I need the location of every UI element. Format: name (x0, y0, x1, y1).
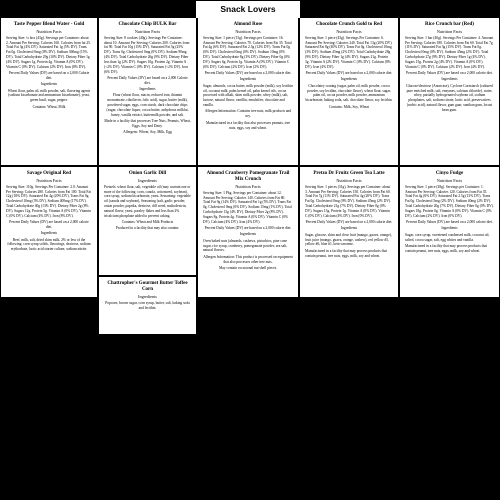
card-line: Allergen Information: Contains tree nuts, milk products and soy. (204, 109, 292, 119)
product-card-chocolate-chip (99, 18, 196, 165)
card-line: Serving Size: 1 piece (45g). Servings Per Container: 6. Amount Per Serving: Calories 240. Total Fat 13g (20% DV). Saturated Fat 8g (40% DV). Trans Fat 0g. Cholesterol 10mg (3% DV). Sodium 45mg (2% DV). Total Carbohydrate 28g (9% DV). Dietary Fiber 1g (4% DV). Sugars 21g. Protein 3g. Vitamin A (2% DV). Vitamin C (0% DV). Calcium (8% DV). Iron (4% DV). (305, 35, 393, 69)
card-line: Percent Daily Values (DV) are based on a 2,000 Calorie diet. (107, 75, 188, 85)
card-title: Chattropher's Gourmet Butter Toffee Corn (107, 281, 188, 292)
card-line: Manufactured in a facility that also processes peanuts, tree nuts, eggs, soy and wheat. (205, 120, 291, 130)
card-subtitle: Nutrition Facts (36, 178, 62, 183)
card-subtitle: Nutrition Facts (36, 29, 62, 34)
card-line: Wheat flour, palm oil, milk powder, salt, flavoring agents (sodium bicarbonate and ammonium bicarbonate), yeast, green basil, sugar, pepper. (7, 88, 91, 103)
card-line: Oven baked nuts (almonds, cashews, pistachios, pine cone sugar, rice syrup, cranberry, pomegranate powder, sea salt, natural flavors. (203, 238, 288, 253)
card-title: Cinyo Fudge (435, 171, 464, 176)
card-line: Ingredients (239, 77, 257, 82)
product-card-green-tea-latte (300, 167, 398, 297)
product-card-onion-garlic-dill (99, 167, 196, 275)
card-line: Manufactured in a facility that may process products that contain peanut, tree nuts, eggs, milk, soy and wheat. (405, 243, 488, 253)
card-line: Serving Size: 1 bar (40g). Servings Per Container: 4. Amount Per Serving: Calories 180. Calories from Fat 60. Total Fat 7g (11% DV). Saturated Fat 3g (15% DV). Trans Fat 0g. Cholesterol 0mg (0% DV). Sodium 45mg (2% DV). Total Carbohydrate 27g (9% DV). Dietary Fiber 1g (4% DV). Sugars 15g. Protein 2g (4% DV). Vitamin A (0% DV). Vitamin C (0% DV). Calcium (2% DV). Iron (4% DV). (405, 35, 494, 69)
product-card-trail-mix (198, 167, 298, 297)
card-line: Sugar, almonds, cocoa butter, milk powder (milk), soy lecithin oil, coconut milk, palm kernel oil, palm kernel oils, cocoa processed with alkali, skim milk powder, whey (milk), salt, lactose, natural flavor, vanillin, emulsifier, chocolate and vanilla. (203, 83, 293, 108)
card-line: Produced in a facility that may also contain: (115, 226, 180, 231)
card-line: Manufactured in a facility that may process products that contain peanut, tree nuts, eggs, milk, soy and wheat. (305, 248, 388, 258)
card-subtitle: Ingredients (138, 178, 157, 183)
card-line: Ingredients (340, 226, 358, 231)
card-line: Made in a facility that processes Tree Nuts, Peanuts, Wheat, Eggs, Soy and Dairy. (104, 119, 191, 129)
card-title: Savage Original Red (26, 171, 72, 176)
card-line: Serving Size: 110g. Servings Per Container: 2.0. Amount Per Serving: Calories 280. Calories from Fat 100. Total Fat 12g (18% DV). Saturated Fat 4g (20% DV). Trans Fat 0g. Cholesterol 10mg (3% DV). Sodium 400mg (17% DV). Total Carbohydrate 40g (13% DV). Dietary Fiber 2g (8% DV). Sugars 12g. Protein 5g. Vitamin A (0% DV). Vitamin C (0% DV). Calcium (4% DV). Iron (8% DV). (6, 184, 92, 218)
card-title: Chocolate Chip BULK Bar (118, 22, 177, 27)
card-line: Ingredients (40, 231, 58, 236)
card-line: May contain occasional nut shell pieces. (218, 265, 278, 270)
card-subtitle: Nutrition Facts (134, 29, 161, 34)
card-line: Contains: Milk, Soy, Wheat (329, 104, 369, 109)
card-line: Percent Daily Values (DV) are based on a 2,000 calorie diet. (204, 71, 292, 76)
card-line: Ingredients (441, 226, 458, 231)
card-title: Almond Rose (233, 22, 263, 27)
product-card-almond-rose (198, 18, 298, 165)
card-line: Pretzels: wheat flour, salt, vegetable oil (may contain one or more of the following: corn, canola, cottonseed, soybean), corn syrup, sodium bicarbonate, yeast. Seasoning: vegetable oil (canola and soybean), Seasoning (salt, garlic powder, onion powder, paprika, dextrose, dill weed, maltodextrin, natural flavor, yeast, parsley flakes and less than 2% tricalcium phosphate added to prevent caking. (104, 184, 191, 218)
card-line: Percent Daily Values (DV) are based on a 2,000 calorie diet. (305, 71, 393, 76)
card-subtitle: Nutrition Facts (336, 29, 362, 34)
card-line: Ingredients (340, 77, 358, 82)
product-card-fudge (400, 167, 499, 297)
card-subtitle: Ingredients (138, 294, 157, 299)
card-line: Serving Size: 8 cookies (40g). Servings Per Container: about 10. Amount Per Serving: Calories 200. Calories from fat 90. Total Fat 10g (15% DV). Saturated Fat 5g (25% DV). Trans 0g. Cholesterol 0mg (0% DV). Sodium 90mg (4% DV). Total Carbohydrate 26g (9% DV). Dietary Fiber less than 1g (2% DV). Sugars 10g. Protein 2g. Vitamin A (<2% DV). Vitamin C (0% DV). Calcium (<2% DV). Iron (6% DV). (104, 35, 190, 74)
card-subtitle: Nutrition Facts (235, 184, 261, 189)
card-line: Flour (wheat flour, niacin, reduced iron, thiamin mononitrate, riboflavin, folic acid), sugar, butter (milk), powdered sugar, eggs, corn starch, dark chocolate chips (sugar, chocolate liquor, cocoa butter, anhydrous milkfat, honey, vanilla extract, buttermilk powder, and salt. (106, 93, 189, 117)
card-line: Popcorn, brown sugar, corn syrup, butter, salt, baking soda and lecithin. (105, 300, 190, 310)
card-line: Allergen Information: This product is processed on equipment that also processes other tree nuts. (203, 254, 293, 264)
card-subtitle: Nutrition Facts (436, 29, 463, 34)
card-title: Almond Cranberry Pomegranate Trail Mix Crunch (206, 171, 290, 182)
card-subtitle: Nutrition Facts (235, 29, 261, 34)
card-title: Chocolate Crunch Gold to Red (315, 22, 383, 27)
card-line: Serving Size: 1 piece (28g). Servings per Container: 1. Amount Per Serving: Calories 120. Calories from Fat 35. Total Fat 4g (6% DV). Saturated Fat 2.5g (13% DV). Trans Fat 0g. Cholesterol 5mg (2% DV). Sodium 40mg (2% DV). Total Carbohydrate 20g (7% DV). Dietary Fiber 0g (0% DV). Sugars 18g. Protein 0g. Vitamin A (0% DV). Vitamin C (0% DV). Calcium (2% DV). Iron (0% DV). (405, 184, 494, 218)
card-line: Ingredients (441, 77, 458, 82)
product-card-taste-pepper (1, 18, 97, 165)
card-line: Contains: Wheat and Milk Products (121, 220, 174, 225)
card-line: Percent Daily Values (DV) are based on a 2,000 calorie diet. (9, 220, 89, 229)
card-line: Serving Size: 1 piece (15g). Servings per Container: 16. Amount Per Serving: Calories 70. Calories from Fat 35. Total Fat 4g (6% DV). Saturated Fat 2.5g (12% DV). Trans Fat 0g (0% DV). Cholesterol 0mg (0% DV). Sodium 10mg (0% DV). Total Carbohydrate 8g (3% DV). Dietary Fiber 0g (0% DV). Sugars 6g. Protein 1g. Vitamin A (0% DV). Vitamin C (0% DV). Calcium (2% DV). Iron (2% DV). (203, 35, 292, 69)
card-line: Percent Daily Values (DV) are based on a 2,000 calorie diet. (406, 71, 493, 76)
card-line: Sugar, glucose, skim and clear fruit (mango, guava, orange), fruit juice (mango, guava, orange, cashew), red yellow #5, yellow #6, blue #1, beta-carotene. (305, 232, 392, 247)
card-line: Serving Size: 1 Pkg. Servings per Container: about 12. Amount Per Serving: Calories 140. Calories from Fat 80. Total Fat 9g (14% DV). Saturated Fat 1g (5% DV). Trans Fat 0g. Cholesterol 0mg (0% DV). Sodium 15mg (1% DV). Total Carbohydrate 13g (4% DV). Dietary Fiber 2g (8% DV). Sugars 8g. Protein 4g. Vitamin A (0% DV). Vitamin C (0% DV). Calcium (4% DV). Iron (4% DV). (203, 190, 292, 224)
card-line: Chocolatey coating (sugar, palm oil, milk powder, cocoa powder, soy lecithin, chocolate flavor), wheat flour, sugar, palm oil, cocoa powder, milk powder, ammonium bicarbonate, baking soda, salt, chocolate flavor, soy lecithin. (305, 83, 393, 103)
card-title: Taste Pepper Blend Water - Gold (13, 22, 85, 27)
card-line: Sugar, corn syrup, sweetened condensed milk, coconut oil, salted, cocoa sugar, salt, egg whites and vanilla. (405, 232, 490, 242)
product-card-savage-original (1, 167, 97, 297)
card-line: Beef, milk, salt, dried skim milk, 2% or less of the following: corn syrup solids, flavorings, dextrose, sodium erythorbate, lactic acid starter culture, sodium nitrite. (7, 237, 91, 252)
card-line: Glucose/dextrose (Anoncase), Cyclone Cornstarch (cultured pure enriched milk, salt, enzymes, calcium chloride), water, whey, partially hydrogenated soybean oil, sodium phosphates, salt, sodium citrate, lactic acid, preservatives (sorbic acid), natural flavor, gum guar, xanthan gum, locust bean gum. (406, 83, 493, 112)
card-title: Rice Crunch bar (Red) (425, 22, 474, 27)
card-line: Serving Size: ¼ box (43g). Servings per Container: about 2. Amount Per Serving: Calories 160. Calories from fat 25. Total Fat 3g (4% DV). Saturated Fat 1g (5% DV). Trans Fat 0g. Cholesterol 0mg (0% DV). Sodium 360mg (15% DV). Total Carbohydrate 29g (10% DV). Dietary Fiber 1g (4% DV). Sugars 1g. Protein 4g. Vitamin A (0% DV). Vitamin C (0% DV). Calcium (2% DV). Iron (8% DV). (6, 35, 91, 69)
card-line: Ingredients (239, 232, 257, 237)
card-line: Ingredients (40, 82, 58, 87)
page-title: Snack Lovers (196, 1, 300, 18)
product-card-rice-crunch (400, 18, 499, 165)
card-line: Allergens: Wheat, Soy, Milk, Egg (123, 130, 172, 135)
card-title: Onion Garlic Dill (128, 171, 167, 176)
product-card-toffee-corn (99, 277, 196, 334)
card-line: Percent Daily Values (DV) are based on a 2,000 calorie diet. (305, 220, 393, 225)
card-line: Percent Daily Values (DV) are based on a 2,000 calorie diet. (204, 226, 292, 231)
product-card-chocolate-crunch (300, 18, 398, 165)
card-title: Pretzo Dr Fruitz Green Tea Latte (313, 171, 385, 176)
card-line: Ingredients (139, 87, 156, 92)
card-line: Percent Daily Values (DV) are based on a 2,000 Calorie diet. (8, 71, 90, 80)
card-subtitle: Nutrition Facts (336, 178, 362, 183)
card-line: Contains: Wheat, Milk (32, 104, 66, 109)
card-subtitle: Nutrition Facts (436, 178, 463, 183)
card-line: Serving Size: 1 pieces (31g). Servings per Container: about 3. Amount Per Serving: Calories 150. Calories from Fat 60. Total Fat 7g (11% DV). Saturated Fat 4g (20% DV). Trans Fat 0g. Cholesterol 0mg (0% DV). Sodium 45mg (2% DV). Total Carbohydrate 21g (7% DV). Dietary Fiber 0g (0% DV). Sugars 13g. Protein 1g. Vitamin A (0% DV). Vitamin C (0% DV). Calcium (4% DV). Iron (0% DV). (305, 184, 392, 218)
card-line: Percent Daily Values (DV) are based on a 2,000 calorie diet. (406, 220, 493, 225)
